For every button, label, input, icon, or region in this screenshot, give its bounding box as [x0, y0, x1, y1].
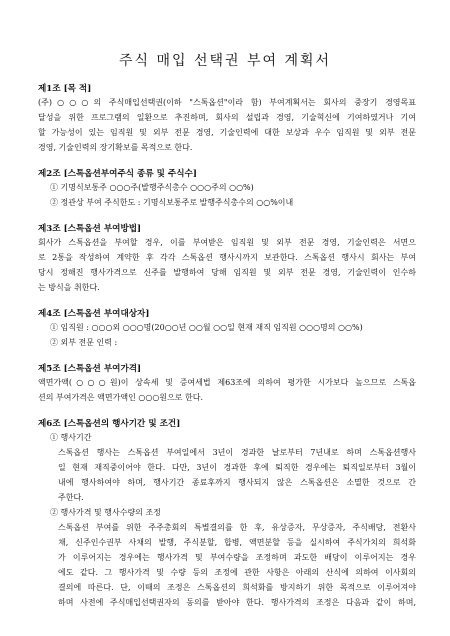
section-1-heading: 제1조 [목 적]: [38, 84, 92, 94]
section-4-item: ② 외부 전문 인력 :: [50, 338, 118, 347]
section-5-line: 션의 부여가격은 액면가액인 ○○○원으로 한다.: [38, 393, 204, 402]
section-1-line: (주)○○○의 주식매입선택권(이하 "스톡옵션"이라 함) 부여계획서는 회사의 중장기 경영목표: [38, 98, 416, 107]
section-6-line: 에도 같다. 그 행사가격 및 수량 등의 조정에 관한 사항은 아래의 산식에 의하여 이사회의: [58, 568, 416, 577]
section-6-line: 하며 사전에 주식매입선택권자의 동의를 받아야 한다. 행사가격의 조정은 다음과 같이 하며,: [58, 598, 416, 607]
section-6-line: 채, 신주인수권부 사채의 발행, 주식분할, 합병, 액면분할 등을 실시하여 주식가치의 희석화: [58, 538, 416, 547]
section-3-line: 는 방식을 취한다.: [38, 283, 100, 292]
section-4-item: ① 임직원 : ○○○외 ○○○명(20○○년 ○○월 ○○일 현재 재직 임직원 ○○○명의 ○○%): [50, 323, 363, 332]
section-3-line: 회사가 스톡옵션을 부여할 경우, 이를 부여받은 임직원 및 외부 전문 경영, 기술인력은 서면으: [38, 238, 416, 247]
section-6-line: 일 현재 재직중이어야 한다. 다만, 3년이 경과한 후에 퇴직한 경우에는 퇴직일로부터 3월이: [58, 463, 416, 472]
section-2-heading: 제2조 [스톡옵션부여주식 종류 및 주식수]: [38, 169, 197, 179]
section-6-line: 내에 행사하여야 하며, 행사기간 종료후까지 행사되지 않은 스톡옵션은 소멸한 것으로 간: [58, 478, 416, 487]
section-6-line: 가 이루어지는 경우에는 행사가격 및 부여수량을 조정하며 과도한 배당이 이루어지는 경우: [58, 553, 416, 562]
section-1-line: 할 가능성이 있는 임직원 및 외부 전문 경영, 기술인력에 대한 보상과 우수 임직원 및 외부 전문: [38, 128, 416, 137]
section-3-heading: 제3조 [스톡옵션 부여방법]: [38, 224, 142, 234]
section-6-line: 주한다.: [58, 493, 84, 502]
section-5-heading: 제5조 [스톡옵션 부여가격]: [38, 364, 142, 374]
section-6-heading: 제6조 [스톡옵션의 행사기간 및 조건]: [38, 419, 181, 429]
section-2-item: ① 기명식보통주 ○○○주(발행주식총수 ○○○주의 ○○%): [50, 183, 254, 192]
section-3-line: 로 2통을 작성하여 계약한 후 각각 스톡옵션 행사시까지 보관한다. 스톡옵션 행사시 회사는 부여: [38, 253, 416, 262]
section-6-subheading: ① 행사기간: [50, 433, 92, 442]
document-title: 주식 매입 선택권 부여 계획서: [118, 53, 332, 69]
section-6-line: 결의에 따른다. 단, 이때의 조정은 스톡옵션의 희석화를 방지하기 위한 목적으로 이루어져야: [58, 583, 416, 592]
section-1-line: 달성을 위한 프로그램의 일환으로 추진하며, 회사의 설립과 경영, 기술혁신에 기여하였거나 기여: [38, 113, 416, 122]
section-2-item: ② 정관상 부여 주식한도 : 기명식보통주로 발행주식총수의 ○○%이내: [50, 198, 294, 207]
section-5-line: 액면가액(○○○원)이 상속세 및 증여세법 제63조에 의하여 평가한 시가보다 높으므로 스톡옵: [38, 378, 416, 387]
section-3-line: 당시 정해진 행사가격으로 신주를 발행하여 당해 임직원 및 외부 전문 경영, 기술인력이 인수하: [38, 268, 416, 277]
section-6-line: 스톡옵션 부여를 위한 주주총회의 특별결의를 한 후, 유상증자, 무상증자, 주식배당, 전환사: [58, 523, 416, 532]
section-6-line: 스톡옵션 행사는 스톡옵션 부여일에서 3년이 경과한 날로부터 7년내로 하며 스톡옵션행사: [58, 448, 416, 457]
section-1-line: 경영, 기술인력의 장기확보를 목적으로 한다.: [38, 143, 193, 152]
section-4-heading: 제4조 [스톡옵션 부여대상자]: [38, 309, 150, 319]
section-6-subheading: ② 행사가격 및 행사수량의 조정: [50, 508, 161, 517]
